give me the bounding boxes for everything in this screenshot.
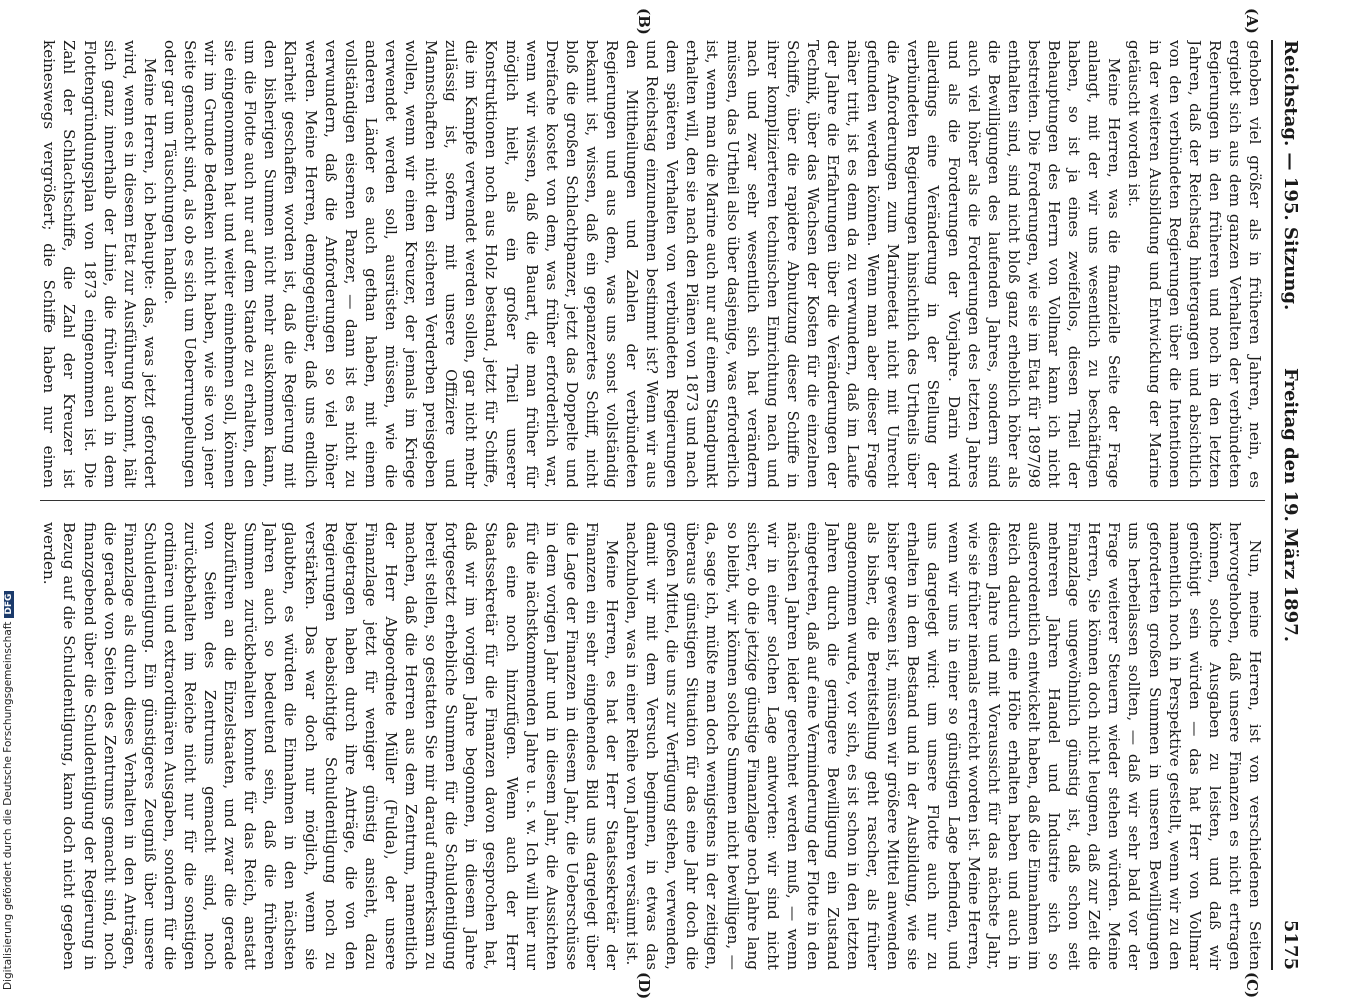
paragraph: Meine Herren, was die finanzielle Seite der Frage anlangt, mit der wir uns wesentlich zu beschäftigen haben, so ist ja eines zweifellos, diesen Theil der Behauptungen des Herrn von Vollmar kann ich nicht bestreiten. Die Forderungen, wie sie im Etat für 1897/98 enthalten sind, sind nicht bloß ganz erheblich höher als die Bewilligungen des laufenden Jahres, sondern sind auch viel höher als die Forderungen des letzten Jahres und als die Forderungen der Vorjahre. Darin wird allerdings eine Veränderung in der Stellung der verbündeten Regierungen hinsichtlich des Urtheils über die Anforderungen zum Marineetat nicht mit Unrecht gefunden werden können. Wenn man aber dieser Frage näher tritt, ist es denn da zu verwundern, daß im Laufe der Jahre die Erfahrungen über die Veränderungen der Technik, über das Wachsen der Kosten für die einzelnen Schiffe, über die rapidere Abnutzung dieser Schiffe in ihrer komplizierteren technischen Einrichtung nach und nach und zwar sehr wesentlich sich hat verändern müssen, das Urtheil also über dasjenige, was erforderlich ist, wenn man die Marine auch nur auf einem Standpunkt erhalten will, den sie nach den Plänen von 1873 und nach dem späteren Verhalten von verbündeten Regierungen und Reichstag einzunehmen bestimmt ist? Wenn wir aus den Mittheilungen und Zahlen der verbündeten Regierungen und aus dem, was uns sonst vollständig bekannt ist, wissen, daß ein gepanzertes Schiff, nicht bloß die großen Schlachtpanzer, jetzt das Doppelte und Dreifache kostet von dem, was früher erforderlich war, wenn wir wissen, daß die Bauart, die man früher für möglich hielt, als ein großer Theil unserer Konstruktionen noch aus Holz bestand, jetzt für Schiffe, die im Kampfe verwendet werden sollen, gar nicht mehr zulässig ist, sofern mit unsere Offiziere und Mannschaften nicht den sicheren Verderben preisgeben wollen, wenn wir einen Kreuzer, der jemals im Kriege verwendet werden soll, ausrüsten müssen, wie die anderen Länder es auch gethan haben, mit einem vollständigen eisernen Panzer, — dann ist es nicht zu verwundern, daß die Anforderungen so viel höher werden. Meine Herren, demgegenüber, daß uns endlich Klarheit geschaffen worden ist, daß die Regierung mit den bisherigen Summen nicht mehr auskommen kann, um die Flotte auch nur auf dem Stande zu erhalten, den sie eingenommen hat und weiter einnehmen soll, können wir im Grunde Bedenken nicht haben, wie sie von jener Seite gemacht sind, als ob es sich um Ueberrumpelungen oder gar um Täuschungen handle.: [160, 40, 1124, 488]
digitization-credit: [2, 591, 14, 990]
left-column: [40, 40, 1265, 488]
page-header: [1275, 40, 1301, 970]
paragraph: Meine Herren, ich behaupte: das, was jetzt gefordert wird, wenn es in diesem Etat zur Ausführung kommt, hält sich ganz innerhalb der Linie, die früher auch in dem Flottengründungsplan von 1873 eingenommen ist. Die Zahl der Schlachtschiffe, die Zahl der Kreuzer ist keineswegs vergrößert; die Schiffe haben nur einen: [40, 40, 159, 488]
paragraph: gehoben viel größer als in früheren Jahren, nein, es ergiebt sich aus dem ganzen Verhalten der verbündeten Regierungen in den früheren und noch in den letzten Jahren, daß der Reichstag hintergangen und absichtlich von den verbündeten Regierungen über die Intentionen in der weiteren Ausbildung und Entwicklung der Marine getäuscht worden ist.: [1125, 40, 1264, 488]
page-number: 5175: [1280, 919, 1301, 970]
header-session: Reichstag. — 195. Sitzung.: [1280, 40, 1301, 311]
header-rule: [1271, 40, 1273, 970]
margin-mark-d: (D): [635, 972, 653, 1000]
margin-mark-c: (C): [1243, 972, 1261, 999]
paragraph: Meine Herren, es hat der Herr Staatssekretär der Finanzen ein sehr eingehendes Bild uns dargelegt über die Lage der Finanzen in diesem Jahr, die Ueberschüsse in dem vorigen Jahr und in diesem Jahr, die Aussichten für die nächstkommenden Jahre u. s. w. Ich will hier nur das eine noch hinzufügen. Wenn auch der Herr Staatssekretär für die Finanzen davon gesprochen hat, daß wir im vorigen Jahre begonnen, in diesem Jahre fortgesetzt erhebliche Summen für die Schuldentilgung bereit stellen, so gestatten Sie mir darauf aufmerksam zu machen, daß die Herren aus dem Zentrum, namentlich der Herr Abgeordnete Müller (Fulda), der unsere Finanzlage jetzt für weniger günstig ansieht, dazu beigetragen haben durch ihre Anträge, die von den Regierungen beabsichtigte Schuldentilgung noch zu verstärken. Das war doch nur möglich, wenn sie glaubten, es würden die Einnahmen in den nächsten Jahren auch so bedeutend sein, daß die früheren Summen zurückbehalten konnte für das Reich, anstatt abzuführen an die Einzelstaaten, und zwar die gerade von Seiten des Zentrums gemacht sind, noch zurückbehalten im Reiche nicht nur für die sonstigen ordinären und extraordinären Ausgaben, sondern für die Schuldentilgung. Ein günstigeres Zeugniß über unsere Finanzlage als durch dieses Verhalten in den Anträgen, die gerade von Seiten des Zentrums gemacht sind, noch finanzgebend über die Schuldentilgung der Regierung in Bezug auf die Schuldentilgung, kann doch nicht gegeben werden.: [40, 522, 621, 970]
header-date: Freitag den 19. März 1897.: [1280, 368, 1301, 642]
margin-mark-b: (B): [635, 8, 653, 35]
credit-text: Digitalisierung gefördert durch die Deutsche Forschungsgemeinschaft: [2, 621, 14, 990]
dfg-logo: DFG: [4, 591, 14, 618]
paragraph: Nun, meine Herren, ist von verschiedenen Seiten hervorgehoben, daß unsere Finanzen es nicht ertragen können, solche Ausgaben zu leisten, und daß wir genöthigt sein würden — das hat Herr von Vollmar namentlich noch in Perspektive gestellt, wenn wir zu den geforderten großen Summen in unseren Bewilligungen uns herbeilassen sollten, — daß wir sehr bald vor der Frage weiterer Steuern wieder stehen würden. Meine Herren, Sie können doch nicht leugnen, daß zur Zeit die Finanzlage ungewöhnlich günstig ist, daß schon seit mehreren Jahren Handel und Industrie sich so außerordentlich entwickelt haben, daß die Einnahmen im Reich dadurch eine Höhe erhalten haben und auch in diesem Jahre und mit Voraussicht für das nächste Jahr, wie sie früher niemals erreicht worden ist. Meine Herren, wenn wir uns in einer so günstigen Lage befinden, und uns dargelegt wird: um unsere Flotte auch nur zu erhalten in dem Bestand und in der Ausbildung, wie sie bisher gewesen ist, müssen wir größere Mittel anwenden als bisher, die Bereitstellung geht rascher, als früher angenommen wurde, vor sich, es ist schon in den letzten Jahren durch die geringere Bewilligung ein Zustand eingetreten, daß auf eine Verminderung der Flotte in den nächsten Jahren leider gerechnet werden muß, — wenn wir in einer solchen Lage antworten: wir sind nicht sicher, ob die jetzige günstige Finanzlage noch Jahre lang so bleibt, wir können solche Summen nicht bewilligen, — da, sage ich, müßte man doch wenigstens in der zeitigen, überaus günstigen Situation für das eine Jahr doch die großen Mittel, die uns zur Verfügung stehen, verwenden, damit wir mit dem Versuch beginnen, in etwas das nachzuholen, was in einer Reihe von Jahren versäumt ist.: [623, 522, 1264, 970]
column-divider: [40, 500, 1265, 501]
right-column: [40, 522, 1265, 970]
margin-mark-a: (A): [1243, 8, 1261, 34]
